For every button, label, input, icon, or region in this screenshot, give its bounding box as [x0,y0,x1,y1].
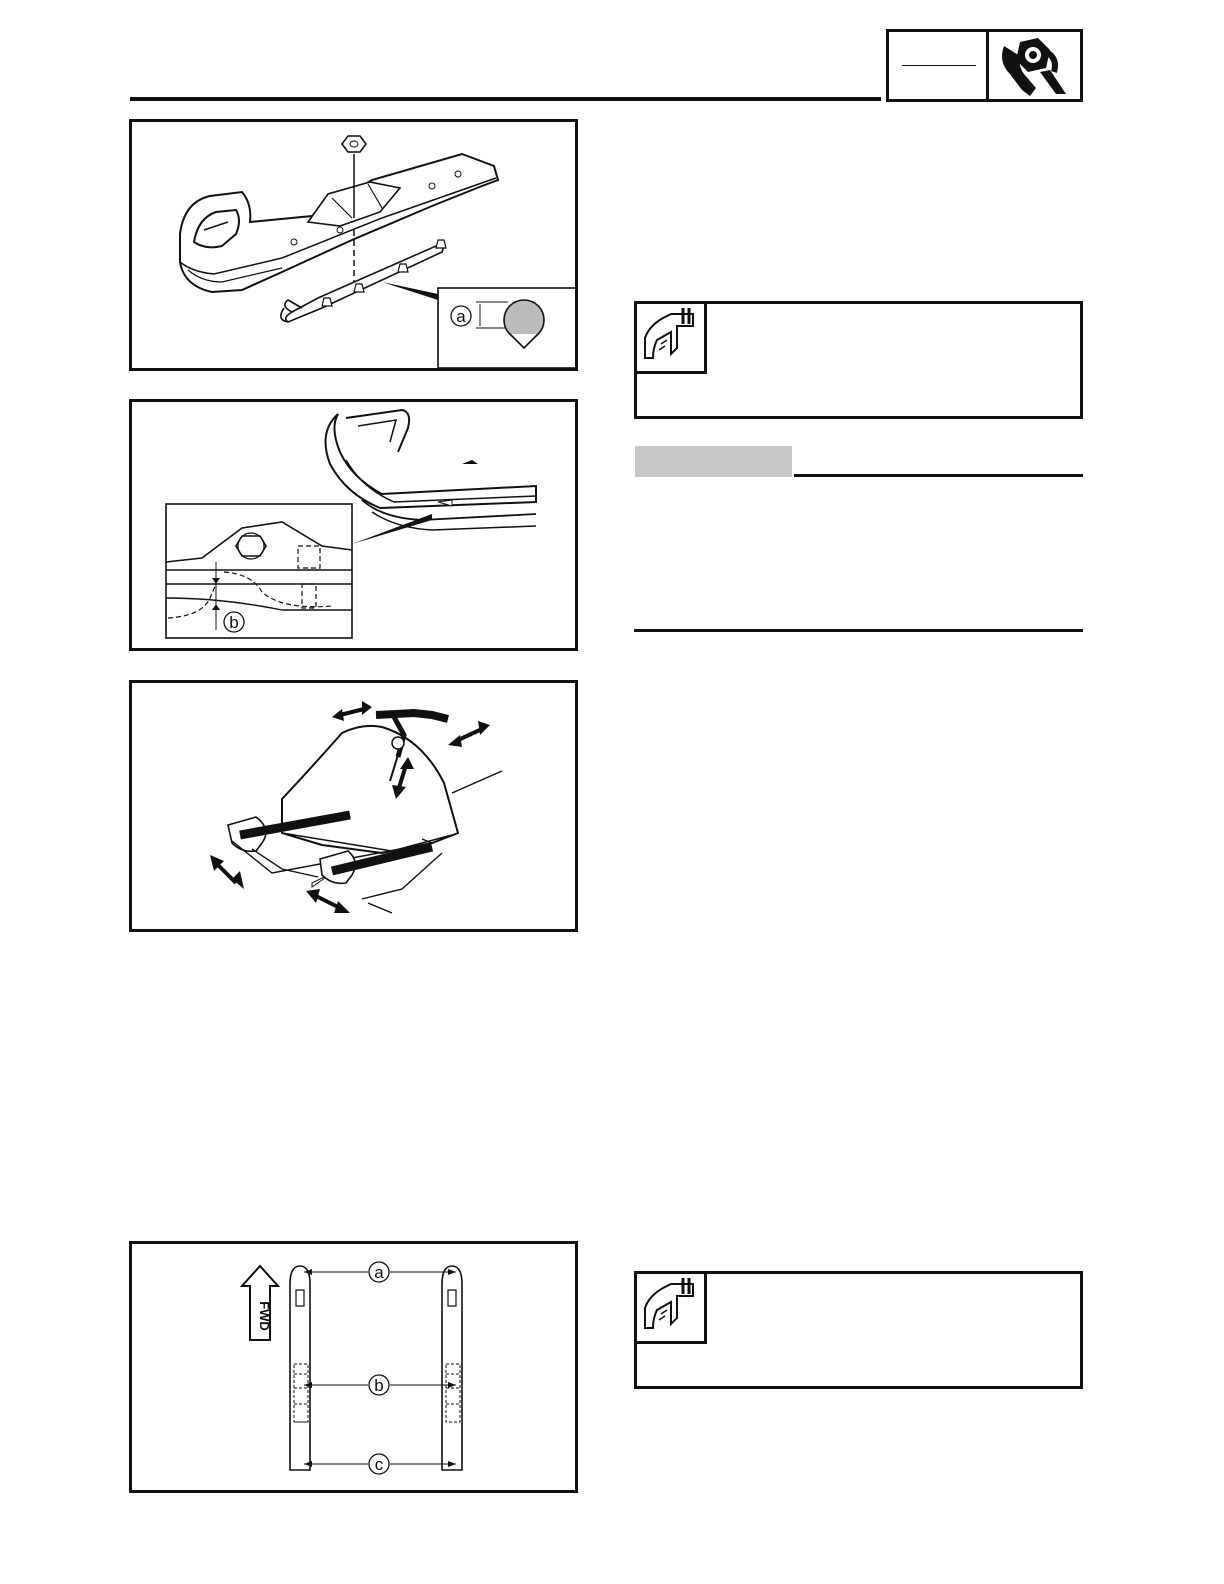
figure-ski-runner-wear-detail [129,399,578,651]
wrench-hex-nut-icon [992,32,1080,99]
callout-a-width: a [374,1263,384,1282]
fwd-label: FWD [257,1301,272,1331]
callout-a: a [456,307,466,326]
note-top-rule [794,474,1083,477]
chapter-tab-line [902,65,976,66]
caliper-icon [637,1274,707,1344]
chapter-tab-blank [889,32,989,99]
chapter-tab [886,29,1083,102]
spec-box-runner-wear [634,301,1083,419]
caliper-icon [637,304,707,374]
note-bottom-rule [634,629,1083,632]
figure-ski-runner-exploded [129,119,578,371]
callout-b-width: b [374,1376,384,1395]
callout-b: b [229,613,239,632]
callout-c-width: c [374,1455,384,1474]
spec-box-ski-alignment [634,1271,1083,1389]
header-rule [130,97,881,101]
figure-ski-alignment-top-view [129,1241,578,1493]
note-tag [635,446,792,477]
figure-steering-check [129,680,578,932]
